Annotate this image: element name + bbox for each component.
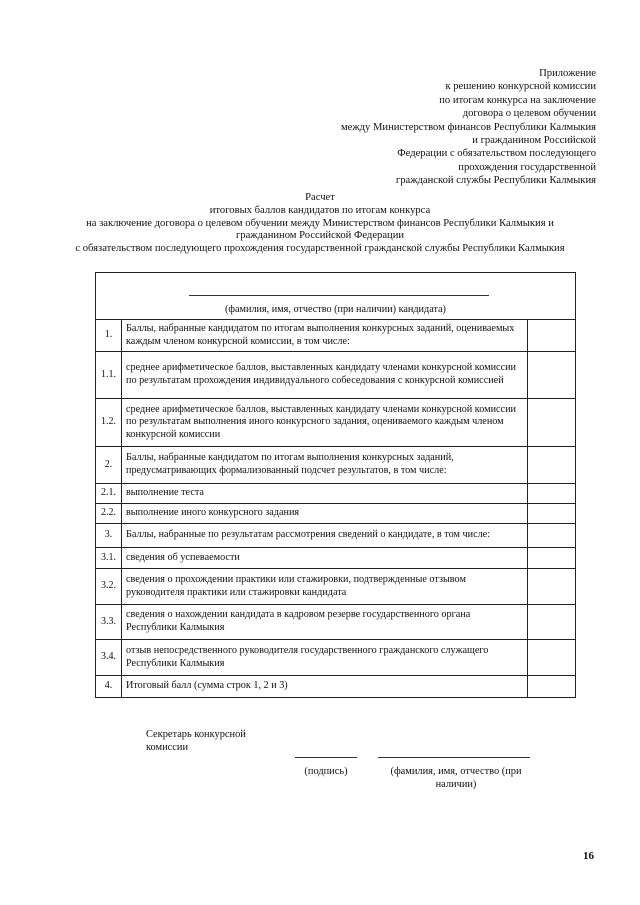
row-number: 1.: [96, 320, 122, 352]
candidate-name-caption: (фамилия, имя, отчество (при наличии) кандидата): [225, 304, 446, 315]
row-number: 3.: [96, 524, 122, 548]
title-line: гражданином Российской Федерации: [235, 230, 405, 242]
appendix-line: Федерации с обязательством последующего: [397, 148, 596, 160]
row-number: 1.2.: [96, 399, 122, 447]
row-score: [528, 484, 576, 504]
row-number: 3.4.: [96, 640, 122, 676]
table-row: [96, 447, 576, 484]
name-caption: (фамилия, имя, отчество (при наличии): [390, 766, 522, 790]
candidate-name-cell: [96, 273, 576, 320]
row-score: [528, 676, 576, 698]
row-number: 3.1.: [96, 548, 122, 569]
appendix-line: прохождения государственной: [458, 161, 596, 173]
row-description: Баллы, набранные кандидатом по итогам выполнения конкурсных заданий, оцениваемых каждым членом конкурсной комиссии, в том числе:: [122, 320, 528, 352]
row-score: [528, 447, 576, 484]
appendix-block: [296, 67, 596, 188]
document-title: [40, 192, 600, 256]
table-row: [96, 484, 576, 504]
table-row: [96, 399, 576, 447]
row-number: 2.1.: [96, 484, 122, 504]
row-description: Баллы, набранные кандидатом по итогам выполнения конкурсных заданий, предусматривающих формализованный подсчет результатов, в том числе:: [122, 447, 528, 484]
row-score: [528, 352, 576, 399]
table-row: [96, 320, 576, 352]
row-number: 3.3.: [96, 605, 122, 640]
row-description: сведения о прохождении практики или стажировки, подтвержденные отзывом руководителя практики или стажировки кандидата: [122, 569, 528, 605]
row-score: [528, 399, 576, 447]
row-score: [528, 524, 576, 548]
table-row: [96, 524, 576, 548]
row-number: 1.1.: [96, 352, 122, 399]
row-description: отзыв непосредственного руководителя государственного гражданского служащего Республики Калмыкия: [122, 640, 528, 676]
title-line: с обязательством последующего прохождения государственной гражданской службы Республики Калмыкия: [75, 243, 565, 255]
appendix-line: Приложение: [539, 68, 596, 79]
table-row: [96, 548, 576, 569]
table-row: [96, 676, 576, 698]
secretary-role: Секретарь конкурсной: [146, 729, 246, 740]
row-score: [528, 640, 576, 676]
name-line: [378, 757, 530, 758]
row-description: Баллы, набранные по результатам рассмотрения сведений о кандидате, в том числе:: [122, 524, 528, 548]
appendix-line: договора о целевом обучении: [462, 108, 596, 120]
row-score: [528, 605, 576, 640]
title-line: на заключение договора о целевом обучении между Министерством финансов Республики Калмыкия и: [86, 217, 554, 229]
secretary-signature-block: [146, 728, 246, 754]
signature-caption: (подпись): [304, 766, 348, 777]
row-description: сведения о нахождении кандидата в кадровом резерве государственного органа Республики Калмыкия: [122, 605, 528, 640]
row-description: Итоговый балл (сумма строк 1, 2 и 3): [122, 676, 528, 698]
score-table: [95, 272, 576, 698]
table-header-row: [96, 273, 576, 320]
row-description: среднее арифметическое баллов, выставленных кандидату членами конкурсной комиссии по результатам прохождения индивидуального собеседования с конкурсной комиссией: [122, 352, 528, 399]
table-row: [96, 569, 576, 605]
signature-line: [295, 757, 357, 758]
row-score: [528, 548, 576, 569]
row-description: сведения об успеваемости: [122, 548, 528, 569]
appendix-line: к решению конкурсной комиссии: [445, 81, 596, 93]
row-number: 3.2.: [96, 569, 122, 605]
row-number: 2.2.: [96, 504, 122, 524]
table-row: [96, 504, 576, 524]
appendix-line: и гражданином Российской: [472, 135, 596, 147]
row-description: выполнение теста: [122, 484, 528, 504]
appendix-line: по итогам конкурса на заключение: [439, 94, 596, 106]
table-row: [96, 640, 576, 676]
candidate-name-line: [189, 295, 489, 296]
row-number: 2.: [96, 447, 122, 484]
appendix-line: между Министерством финансов Республики Калмыкия: [340, 121, 596, 133]
page-number: 16: [583, 850, 594, 862]
row-score: [528, 569, 576, 605]
secretary-role: комиссии: [146, 742, 188, 753]
appendix-line: гражданской службы Республики Калмыкия: [395, 175, 596, 187]
row-number: 4.: [96, 676, 122, 698]
table-row: [96, 352, 576, 399]
title-line: итоговых баллов кандидатов по итогам конкурса: [209, 204, 431, 216]
row-score: [528, 320, 576, 352]
row-description: среднее арифметическое баллов, выставленных кандидату членами конкурсной комиссии по результатам выполнения иного конкурсного задания, оцениваемого каждым членом конкурсной комиссии: [122, 399, 528, 447]
title-line: Расчет: [305, 192, 335, 203]
row-description: выполнение иного конкурсного задания: [122, 504, 528, 524]
table-row: [96, 605, 576, 640]
row-score: [528, 504, 576, 524]
